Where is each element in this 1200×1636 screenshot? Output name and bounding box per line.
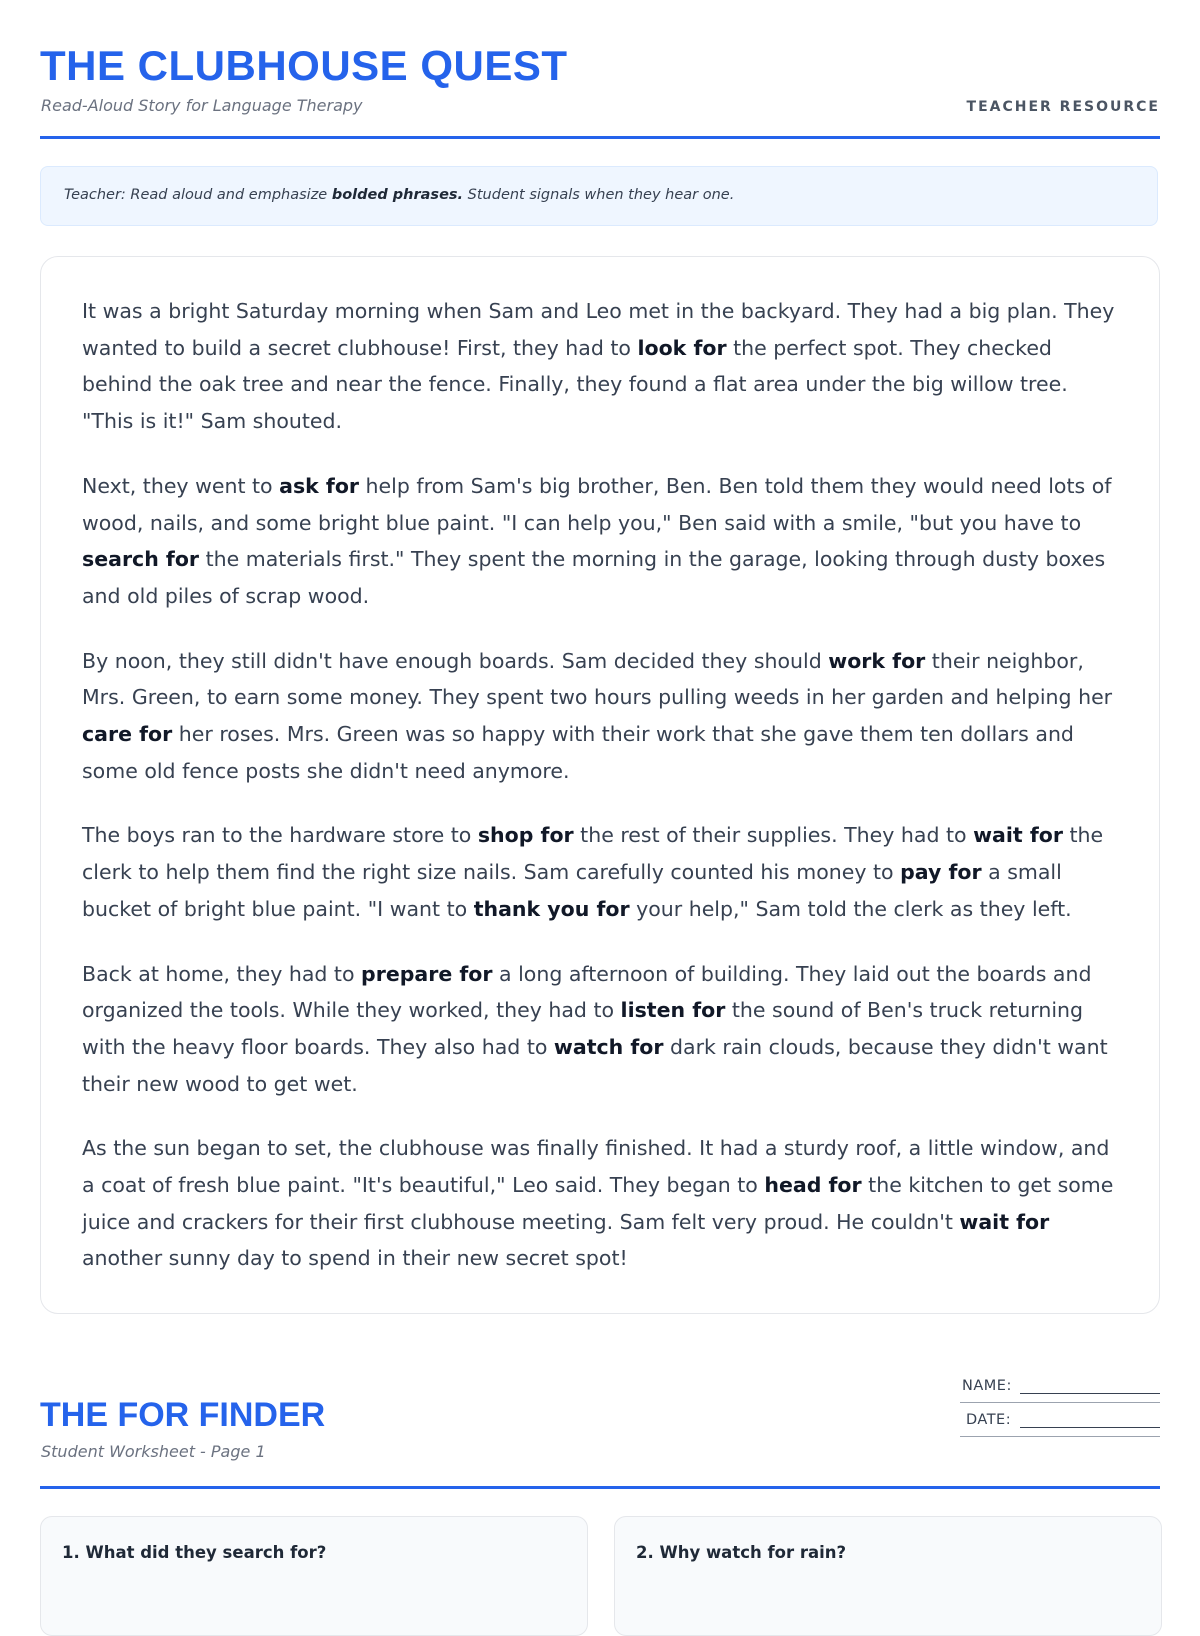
story-text: The boys ran to the hardware store to xyxy=(82,823,478,848)
story-text: a small bucket of bright blue paint. "I want to xyxy=(82,860,1062,921)
date-label: DATE: xyxy=(966,1412,1012,1428)
story-text: a long afternoon of building. They laid out the boards and organized the tools. While they worked, they had to xyxy=(82,961,1092,1023)
date-line xyxy=(1020,1427,1160,1428)
story-text: help from Sam's big brother, Ben. Ben told them they would need lots of wood, nails, and some bright blue paint. "I can help you," Ben said with a smile, "but you have to xyxy=(82,473,1112,535)
story-text: dark rain clouds, because they didn't want their new wood to get wet. xyxy=(82,1034,1108,1096)
target-phrase: wait for xyxy=(959,1209,1050,1234)
target-phrase: search for xyxy=(82,547,200,572)
worksheet-title: THE FOR FINDER xyxy=(40,1396,326,1434)
story-text: the materials first." They spent the morning in the garage, looking through dusty boxes and old piles of scrap wood. xyxy=(82,547,1106,608)
target-phrase: pay for xyxy=(900,860,982,885)
story-paragraph xyxy=(82,956,1119,1103)
story-text: their neighbor, Mrs. Green, to earn some money. They spent two hours pulling weeds in her garden and helping her xyxy=(82,648,1113,710)
story-paragraph xyxy=(82,1130,1119,1277)
target-phrase: head for xyxy=(764,1173,862,1198)
target-phrase: care for xyxy=(82,722,173,747)
worksheet-header xyxy=(40,1378,1160,1489)
target-phrase: shop for xyxy=(477,823,574,848)
target-phrase: wait for xyxy=(973,823,1063,848)
name-label: NAME: xyxy=(962,1378,1012,1394)
target-phrase: listen for xyxy=(620,998,726,1023)
story-text: By noon, they still didn't have enough boards. Sam decided they should xyxy=(82,648,829,673)
teacher-note-prefix: Teacher: Read aloud and emphasize xyxy=(64,187,332,203)
teacher-note-suffix: Student signals when they hear one. xyxy=(463,187,735,203)
target-phrase: look for xyxy=(637,335,727,360)
resource-tag: TEACHER RESOURCE xyxy=(966,99,1160,115)
story-text: the rest of their supplies. They had to xyxy=(573,823,974,848)
teacher-note xyxy=(40,166,1158,226)
story-text: her roses. Mrs. Green was so happy with their work that she gave them ten dollars and some old fence posts she didn't need anymore. xyxy=(82,722,1074,783)
page-header xyxy=(40,40,1160,139)
question-text: 1. What did they search for? xyxy=(62,1543,327,1562)
story-paragraph xyxy=(82,817,1119,927)
target-phrase: prepare for xyxy=(361,961,493,986)
target-phrase: thank you for xyxy=(473,896,630,921)
teacher-note-text xyxy=(64,187,734,203)
story-text: As the sun began to set, the clubhouse was finally finished. It had a sturdy roof, a little window, and a coat of fresh blue paint. "It's beautiful," Leo said. They began to xyxy=(82,1136,1110,1198)
worksheet-subtitle: Student Worksheet - Page 1 xyxy=(41,1442,266,1461)
story-text: another sunny day to spend in their new secret spot! xyxy=(82,1246,628,1271)
date-field[interactable] xyxy=(960,1406,1160,1437)
target-phrase: watch for xyxy=(553,1034,664,1059)
target-phrase: work for xyxy=(828,648,926,673)
question-card[interactable] xyxy=(40,1516,588,1636)
story-text: the kitchen to get some juice and crackers for their first clubhouse meeting. Sam felt very proud. He couldn't xyxy=(82,1173,1114,1234)
page-title: THE CLUBHOUSE QUEST xyxy=(40,42,568,89)
story-paragraph xyxy=(82,468,1119,615)
teacher-note-bold: bolded phrases. xyxy=(331,187,464,203)
story-text: It was a bright Saturday morning when Sam and Leo met in the backyard. They had a big plan. They wanted to build a secret clubhouse! First, they had to xyxy=(82,299,1115,360)
story-text: your help," Sam told the clerk as they left. xyxy=(629,896,1072,921)
story-text: the perfect spot. They checked behind the oak tree and near the fence. Finally, they found a flat area under the big willow tree. "This is it!" Sam shouted. xyxy=(82,335,1068,434)
story-text: Back at home, they had to xyxy=(82,961,362,986)
story-card xyxy=(40,256,1160,1314)
story-paragraph xyxy=(82,293,1119,440)
name-field[interactable] xyxy=(960,1372,1160,1403)
story-text: the clerk to help them find the right size nails. Sam carefully counted his money to xyxy=(82,823,1104,885)
target-phrase: ask for xyxy=(279,473,360,498)
story-text: the sound of Ben's truck returning with the heavy floor boards. They also had to xyxy=(82,998,1084,1059)
question-text: 2. Why watch for rain? xyxy=(636,1543,847,1562)
name-line xyxy=(1020,1393,1160,1394)
page-subtitle: Read-Aloud Story for Language Therapy xyxy=(41,96,363,115)
question-card[interactable] xyxy=(614,1516,1162,1636)
story-text: Next, they went to xyxy=(82,473,280,498)
story-paragraph xyxy=(82,643,1119,790)
